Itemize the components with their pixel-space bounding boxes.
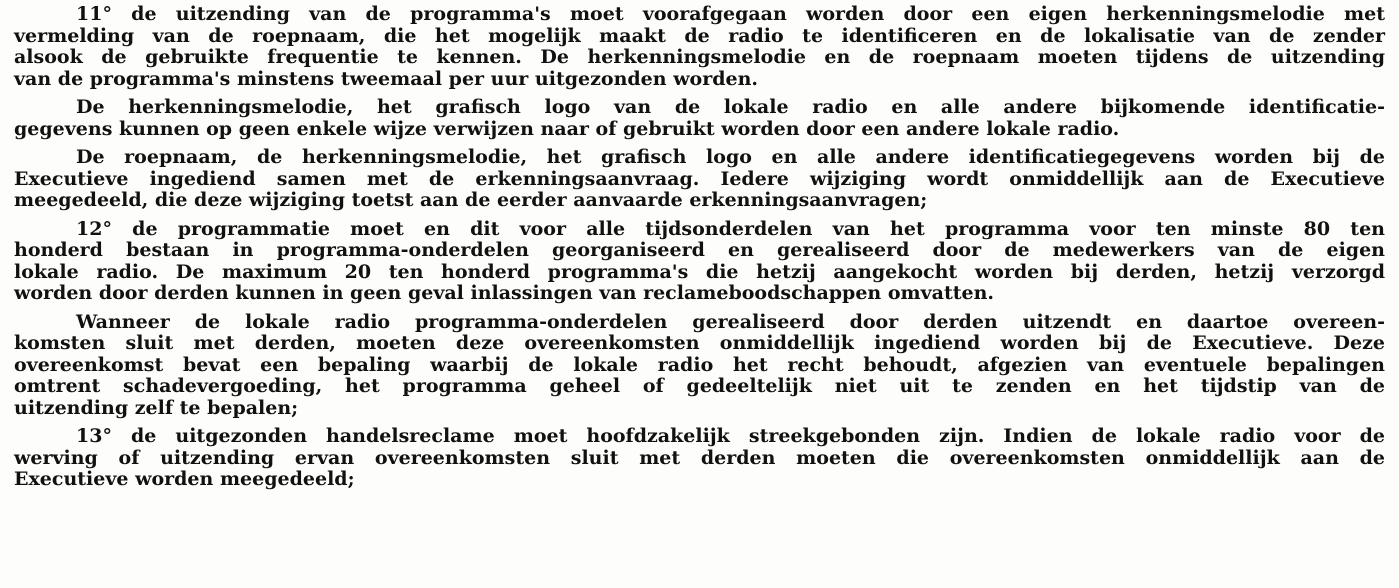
text-line: omtrent schadevergoeding, het programma geheel of gedeeltelijk niet uit te zenden en het tijdstip van de <box>14 375 1385 397</box>
text-line: lokale radio. De maximum 20 ten honderd programma's die hetzij aangekocht worden bij derden, hetzij verzorgd <box>14 260 1385 283</box>
text-line: gegevens kunnen op geen enkele wijze verwijzen naar of gebruikt worden door een andere lokale radio. <box>14 117 1120 140</box>
text-line: komsten sluit met derden, moeten deze overeenkomsten onmiddellijk ingediend worden bij de Executieve. Deze <box>14 332 1385 354</box>
text-line: Executieve ingediend samen met de erkenningsaanvraag. Iedere wijziging wordt onmiddellijk aan de Executieve <box>14 167 1385 190</box>
text-line: De herkenningsmelodie, het grafisch logo van de lokale radio en alle andere bijkomende identificatie- <box>76 96 1385 118</box>
text-line: 12° de programmatie moet en dit voor alle tijdsonderdelen van het programma voor ten minste 80 ten <box>76 217 1385 240</box>
text-line: werving of uitzending ervan overeenkomsten sluit met derden moeten die overeenkomsten onmiddellijk aan de <box>14 446 1385 469</box>
text-line: overeenkomst bevat een bepaling waarbij de lokale radio het recht behoudt, afgezien van eventuele bepalingen <box>14 353 1385 376</box>
paragraph-13 <box>14 426 1385 491</box>
text-line: 11° de uitzending van de programma's moet voorafgegaan worden door een eigen herkenningsmelodie met <box>76 3 1385 25</box>
text-line: Wanneer de lokale radio programma-onderdelen gerealiseerd door derden uitzendt en daartoe overeen- <box>76 310 1385 333</box>
text-line: De roepnaam, de herkenningsmelodie, het grafisch logo en alle andere identificatiegegevens worden bij de <box>76 146 1385 168</box>
paragraph-herkenningsmelodie <box>14 97 1385 140</box>
paragraph-11 <box>14 4 1385 90</box>
text-line: Executieve worden meegedeeld; <box>14 468 355 490</box>
paragraph-roepnaam <box>14 147 1385 212</box>
paragraph-12 <box>14 219 1385 305</box>
text-line: honderd bestaan in programma-onderdelen georganiseerd en gerealiseerd door de medewerkers van de eigen <box>14 239 1385 261</box>
text-line: van de programma's minstens tweemaal per uur uitgezonden worden. <box>14 67 759 90</box>
text-line: 13° de uitgezonden handelsreclame moet hoofdzakelijk streekgebonden zijn. Indien de lokale radio voor de <box>76 425 1385 447</box>
text-line: uitzending zelf te bepalen; <box>14 396 299 419</box>
text-line: vermelding van de roepnaam, die het mogelijk maakt de radio te identificeren en de lokalisatie van de zender <box>14 24 1385 47</box>
text-line: meegedeeld, die deze wijziging toetst aan de eerder aanvaarde erkenningsaanvragen; <box>14 189 928 211</box>
text-line: worden door derden kunnen in geen geval inlassingen van reclameboodschappen omvatten. <box>14 282 995 304</box>
text-line: alsook de gebruikte frequentie te kennen. De herkenningsmelodie en de roepnaam moeten tijdens de uitzending <box>14 46 1385 68</box>
paragraph-overeenkomsten <box>14 312 1385 420</box>
